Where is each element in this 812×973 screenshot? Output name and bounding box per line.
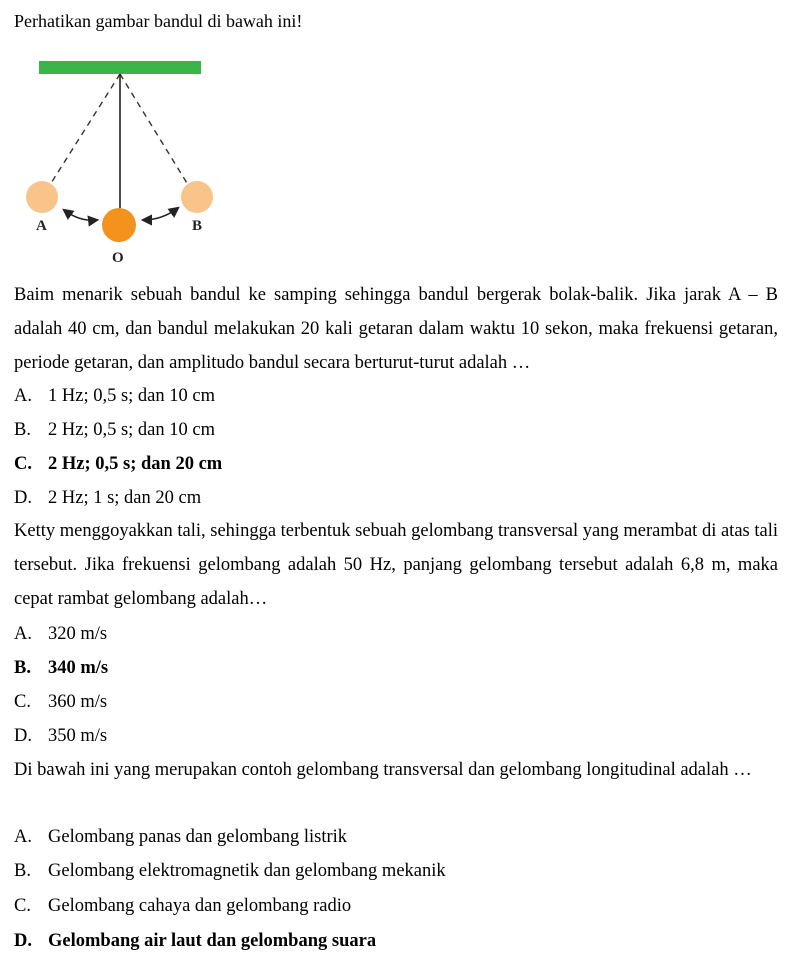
pendulum-support-bar bbox=[39, 61, 201, 74]
bob-position-o bbox=[102, 208, 136, 242]
option-text: Gelombang cahaya dan gelombang radio bbox=[48, 896, 352, 916]
bob-position-a bbox=[26, 181, 58, 213]
option-letter: A. bbox=[14, 624, 32, 644]
option-text: Gelombang elektromagnetik dan gelombang mekanik bbox=[48, 861, 446, 881]
question-2-text: Ketty menggoyakkan tali, sehingga terbentuk sebuah gelombang transversal yang merambat di atas tali tersebut. Jika frekuensi gelombang adalah 50 Hz, panjang gelombang tersebut adalah 6,8 m, maka cepat rambat gelombang adalah… bbox=[14, 521, 778, 609]
option-letter: A. bbox=[14, 827, 32, 847]
option-letter: B. bbox=[14, 861, 31, 881]
label-b: B bbox=[192, 218, 203, 234]
option-letter: C. bbox=[14, 692, 31, 712]
bob-position-b bbox=[181, 181, 213, 213]
option-text: 2 Hz; 1 s; dan 20 cm bbox=[48, 488, 202, 508]
label-o: O bbox=[112, 250, 124, 266]
option-text: 1 Hz; 0,5 s; dan 10 cm bbox=[48, 386, 215, 406]
option-text: 350 m/s bbox=[48, 726, 108, 746]
option-letter: C. bbox=[14, 896, 31, 916]
option-text: 2 Hz; 0,5 s; dan 20 cm bbox=[48, 454, 223, 474]
pendulum-figure bbox=[0, 50, 240, 280]
question-1-option-a bbox=[14, 384, 215, 408]
question-1-option-c-answer bbox=[14, 452, 222, 476]
question-3-option-d-answer bbox=[14, 929, 376, 953]
option-letter: D. bbox=[14, 931, 32, 951]
option-text: 320 m/s bbox=[48, 624, 108, 644]
option-letter: B. bbox=[14, 658, 31, 678]
question-3-text: Di bawah ini yang merupakan contoh gelombang transversal dan gelombang longitudinal adalah … bbox=[14, 760, 752, 780]
intro-text: Perhatikan gambar bandul di bawah ini! bbox=[14, 11, 303, 31]
question-3-option-c bbox=[14, 894, 351, 918]
arrow-left-swing bbox=[64, 210, 97, 220]
option-letter: C. bbox=[14, 454, 32, 474]
pendulum-string-right bbox=[120, 74, 190, 188]
question-3-option-b bbox=[14, 859, 446, 883]
option-text: Gelombang air laut dan gelombang suara bbox=[48, 931, 377, 951]
option-letter: A. bbox=[14, 386, 32, 406]
question-2-option-b-answer bbox=[14, 656, 108, 680]
option-text: Gelombang panas dan gelombang listrik bbox=[48, 827, 348, 847]
option-text: 2 Hz; 0,5 s; dan 10 cm bbox=[48, 420, 215, 440]
question-2-option-d bbox=[14, 724, 107, 748]
option-letter: D. bbox=[14, 488, 32, 508]
question-2-option-c bbox=[14, 690, 107, 714]
option-letter: B. bbox=[14, 420, 31, 440]
option-text: 360 m/s bbox=[48, 692, 108, 712]
pendulum-string-left bbox=[48, 74, 120, 188]
option-letter: D. bbox=[14, 726, 32, 746]
question-1-option-d bbox=[14, 486, 201, 510]
question-1-text: Baim menarik sebuah bandul ke samping sehingga bandul bergerak bolak-balik. Jika jarak A – B adalah 40 cm, dan bandul melakukan 20 kali getaran dalam waktu 10 sekon, maka frekuensi getaran, periode getaran, dan amplitudo bandul secara berturut-turut adalah … bbox=[14, 285, 778, 373]
option-text: 340 m/s bbox=[48, 658, 109, 678]
question-3-option-a bbox=[14, 825, 347, 849]
question-1-option-b bbox=[14, 418, 215, 442]
question-2-option-a bbox=[14, 622, 107, 646]
arrow-right-swing bbox=[143, 208, 178, 220]
label-a: A bbox=[36, 218, 47, 234]
